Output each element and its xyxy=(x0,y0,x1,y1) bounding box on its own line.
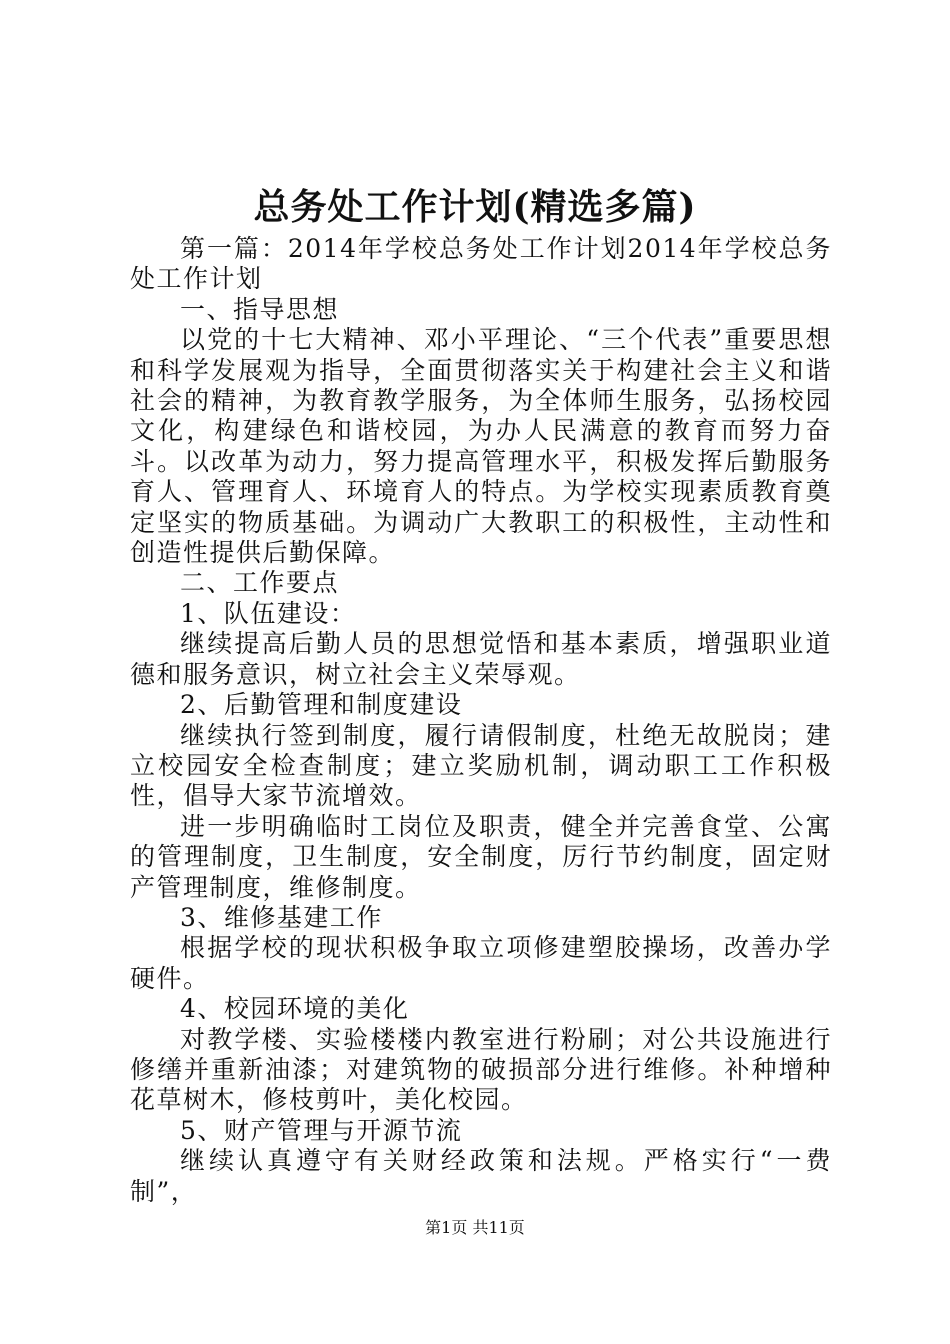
paragraph-guiding-thought: 以党的十七大精神、邓小平理论、“三个代表”重要思想和科学发展观为指导，全面贯彻落实关于构建社会主义和谐社会的精神，为教育教学服务，为全体师生服务，弘扬校园文化，构建绿色和谐校园，为办人民满意的教育而努力奋斗。以改革为动力，努力提高管理水平，积极发挥后勤服务育人、管理育人、环境育人的特点。为学校实现素质教育奠定坚实的物质基础。为调动广大教职工的积极性，主动性和创造性提供后勤保障。 xyxy=(130,325,832,568)
paragraph-management-system-1: 继续执行签到制度，履行请假制度，杜绝无故脱岗；建立校园安全检查制度；建立奖励机制，调动职工工作积极性，倡导大家节流增效。 xyxy=(130,720,832,811)
paragraph-team-building: 继续提高后勤人员的思想觉悟和基本素质，增强职业道德和服务意识，树立社会主义荣辱观。 xyxy=(130,629,832,689)
section-heading-guiding-thought: 一、指导思想 xyxy=(180,294,340,324)
page-footer: 第1页 共11页 xyxy=(425,1218,525,1237)
subheading-management-system: 2、后勤管理和制度建设 xyxy=(180,690,463,720)
subheading-campus-environment: 4、校园环境的美化 xyxy=(180,994,410,1024)
paragraph-campus-environment: 对教学楼、实验楼楼内教室进行粉刷；对公共设施进行修缮并重新油漆；对建筑物的破损部分进行维修。补种增种花草树木，修枝剪叶，美化校园。 xyxy=(130,1024,832,1115)
subheading-maintenance: 3、维修基建工作 xyxy=(180,902,383,932)
paragraph-maintenance: 根据学校的现状积极争取立项修建塑胶操场，改善办学硬件。 xyxy=(130,933,832,993)
paragraph-property-management: 继续认真遵守有关财经政策和法规。严格实行“一费制”， xyxy=(130,1146,832,1206)
subheading-team-building: 1、队伍建设： xyxy=(180,598,357,628)
document-title: 总务处工作计划(精选多篇) xyxy=(253,186,697,228)
section-heading-work-points: 二、工作要点 xyxy=(180,568,340,598)
paragraph-management-system-2: 进一步明确临时工岗位及职责，健全并完善食堂、公寓的管理制度，卫生制度，安全制度，厉行节约制度，固定财产管理制度，维修制度。 xyxy=(130,811,832,902)
document-body xyxy=(130,234,832,1207)
subheading-property-management: 5、财产管理与开源节流 xyxy=(180,1115,463,1145)
paragraph-heading-part-one: 第一篇：2014年学校总务处工作计划2014年学校总务处工作计划 xyxy=(130,234,832,294)
